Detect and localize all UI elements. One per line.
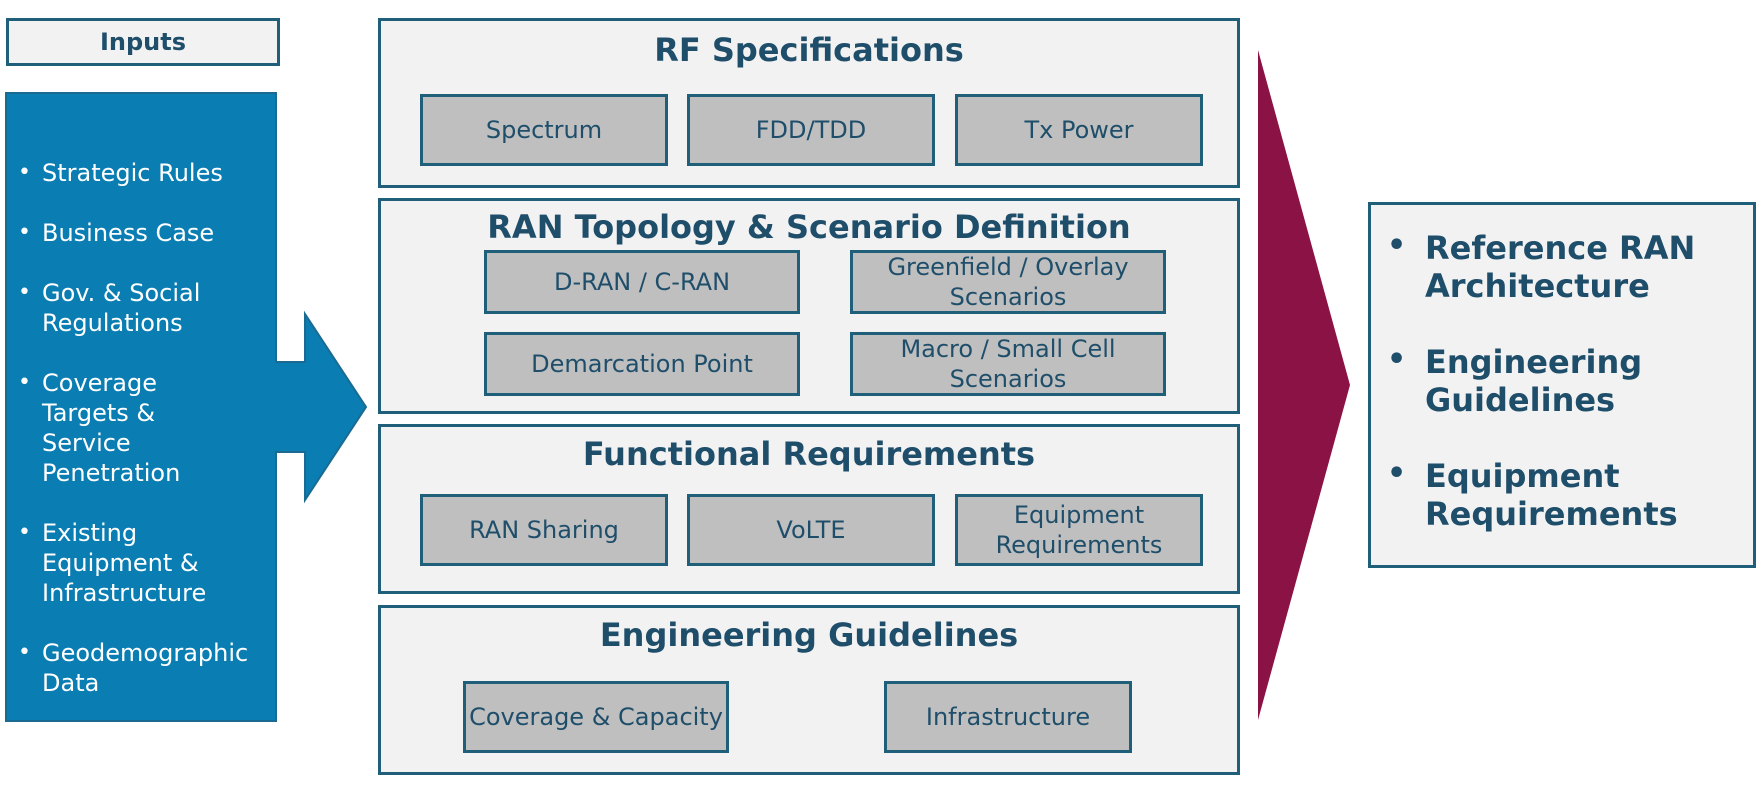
panel-ran-topology <box>378 198 1240 414</box>
output-item: • Equipment Requirements <box>1385 457 1745 533</box>
input-item: • Gov. & Social Regulations <box>16 278 242 338</box>
chip-ran-sharing: RAN Sharing <box>420 494 668 566</box>
output-item: • Reference RAN Architecture <box>1385 229 1745 305</box>
input-item: • Strategic Rules <box>16 158 266 188</box>
inputs-list <box>16 158 266 728</box>
output-item: • Engineering Guidelines <box>1385 343 1745 419</box>
input-item: • Coverage Targets & Service Penetration <box>16 368 242 488</box>
panel-title: Functional Requirements <box>582 435 1036 473</box>
panel-engineering-guidelines <box>378 605 1240 775</box>
panel-title: Engineering Guidelines <box>599 616 1019 654</box>
chip-fdd-tdd: FDD/TDD <box>687 94 935 166</box>
chip-macro-small-cell: Macro / Small Cell Scenarios <box>850 332 1166 396</box>
panel-title: RAN Topology & Scenario Definition <box>487 208 1131 246</box>
input-item: • Existing Equipment & Infrastructure <box>16 518 266 608</box>
chip-demarcation-point: Demarcation Point <box>484 332 800 396</box>
chip-volte: VoLTE <box>687 494 935 566</box>
panel-title: RF Specifications <box>654 31 964 69</box>
output-arrow-shape <box>1250 40 1360 730</box>
inputs-header-label: Inputs <box>99 28 187 56</box>
chip-infrastructure: Infrastructure <box>884 681 1132 753</box>
panel-rf-specifications <box>378 18 1240 188</box>
chip-dran-cran: D-RAN / C-RAN <box>484 250 800 314</box>
chip-spectrum: Spectrum <box>420 94 668 166</box>
chip-greenfield-overlay: Greenfield / Overlay Scenarios <box>850 250 1166 314</box>
input-item: • Geodemographic Data <box>16 638 242 698</box>
chip-coverage-capacity: Coverage & Capacity <box>463 681 729 753</box>
chip-tx-power: Tx Power <box>955 94 1203 166</box>
input-item: • Business Case <box>16 218 266 248</box>
outputs-list <box>1385 229 1745 571</box>
chip-equipment-requirements: Equipment Requirements <box>955 494 1203 566</box>
panel-functional-requirements <box>378 424 1240 594</box>
outputs-box <box>1368 202 1756 568</box>
